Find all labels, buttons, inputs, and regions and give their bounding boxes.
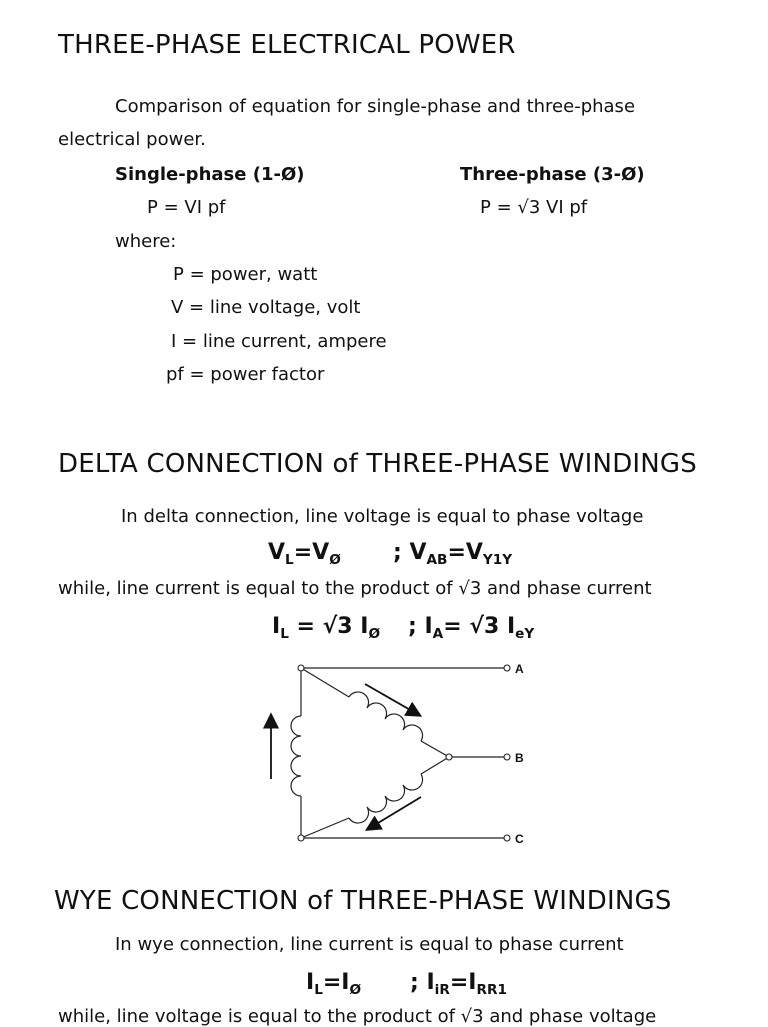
delta-voltage-equation: $V_L=V_Ø$ [268, 540, 341, 568]
bottom-winding-lead-b [421, 757, 449, 774]
terminal-b [504, 754, 510, 760]
terminal-a [504, 665, 510, 671]
where-label: where: [115, 231, 177, 252]
bottom-winding-coil [349, 774, 423, 823]
wye-current-equation-ir: ; $I_{iR}=I_{RR1}$ [410, 970, 507, 998]
wye-current-equation: $I_L=I_Ø$ [306, 970, 362, 998]
intro-text-cont: electrical power. [58, 129, 206, 150]
bottom-winding-lead-c [301, 818, 349, 838]
three-phase-formula: P = √3 VI pf [480, 197, 588, 218]
delta-text-voltage: In delta connection, line voltage is equal to phase voltage [121, 506, 644, 527]
terminal-label-a: A [515, 662, 524, 676]
top-winding-lead-b [421, 741, 449, 757]
junction-c [298, 835, 304, 841]
junction-a [298, 665, 304, 671]
single-phase-formula: P = VI pf [147, 197, 226, 218]
definition-power: P = power, watt [173, 264, 318, 285]
delta-current-equation-a: ; $I_A= √3$ $I_{eY}$ [408, 614, 535, 642]
section-title-three-phase: THREE-PHASE ELECTRICAL POWER [58, 30, 516, 60]
delta-current-equation: $I_L = √3$ $I_Ø$ [272, 614, 381, 642]
definition-voltage: V = line voltage, volt [171, 297, 361, 318]
bottom-current-arrow [368, 797, 421, 829]
definition-current: I = line current, ampere [171, 331, 387, 352]
terminal-label-b: B [515, 751, 524, 765]
three-phase-label: Three-phase (3-Ø) [460, 164, 645, 185]
terminal-label-c: C [515, 832, 524, 846]
top-winding-coil [349, 692, 423, 741]
delta-voltage-equation-ab: ; $V_{AB}=V_{Y1Y}$ [393, 540, 513, 568]
top-current-arrow [365, 684, 419, 715]
single-phase-label: Single-phase (1-Ø) [115, 164, 305, 185]
section-title-wye: WYE CONNECTION of THREE-PHASE WINDINGS [54, 886, 672, 916]
section-title-delta: DELTA CONNECTION of THREE-PHASE WINDINGS [58, 449, 697, 479]
terminal-c [504, 835, 510, 841]
intro-text: Comparison of equation for single-phase and three-phase [115, 96, 636, 117]
wye-text-voltage: while, line voltage is equal to the product of √3 and phase voltage [58, 1006, 657, 1027]
top-winding-lead-a [301, 668, 349, 697]
definition-power-factor: pf = power factor [166, 364, 325, 385]
left-winding-coil [291, 716, 301, 796]
delta-text-current: while, line current is equal to the product of √3 and phase current [58, 578, 652, 599]
wye-text-current: In wye connection, line current is equal to phase current [115, 934, 624, 955]
junction-b [446, 754, 452, 760]
